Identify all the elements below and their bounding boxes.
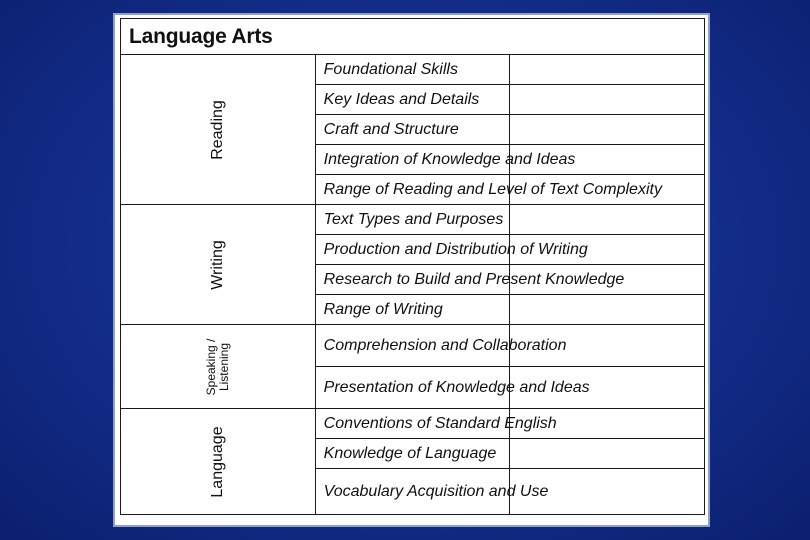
table-row [121, 55, 705, 85]
group-language [121, 409, 316, 515]
checkbox-cell[interactable] [510, 439, 705, 469]
standard-item: Comprehension and Collaboration [315, 325, 510, 367]
checkbox-cell[interactable] [510, 55, 705, 85]
standard-item: Text Types and Purposes [315, 205, 510, 235]
standard-item: Foundational Skills [315, 55, 510, 85]
table-row [121, 325, 705, 367]
checkbox-cell[interactable] [510, 205, 705, 235]
standard-item: Conventions of Standard English [315, 409, 510, 439]
checkbox-cell[interactable] [510, 295, 705, 325]
standard-item: Key Ideas and Details [315, 85, 510, 115]
table-title: Language Arts [121, 19, 705, 55]
table-row [121, 205, 705, 235]
standard-item: Range of Writing [315, 295, 510, 325]
group-writing [121, 205, 316, 325]
standard-item: Range of Reading and Level of Text Complexity [315, 175, 510, 205]
standard-item: Research to Build and Present Knowledge [315, 265, 510, 295]
standards-table [120, 18, 705, 515]
group-label: Speaking / Listening [203, 338, 231, 395]
standard-item: Craft and Structure [315, 115, 510, 145]
standard-item: Vocabulary Acquisition and Use [315, 469, 510, 515]
group-reading [121, 55, 316, 205]
group-label: Writing [208, 239, 226, 290]
standard-item: Presentation of Knowledge and Ideas [315, 367, 510, 409]
standard-item: Production and Distribution of Writing [315, 235, 510, 265]
document-sheet [113, 13, 710, 527]
table-row [121, 409, 705, 439]
standard-item: Knowledge of Language [315, 439, 510, 469]
standard-item: Integration of Knowledge and Ideas [315, 145, 510, 175]
group-label: Reading [208, 99, 226, 160]
group-speaking-listening [121, 325, 316, 409]
checkbox-cell[interactable] [510, 85, 705, 115]
checkbox-cell[interactable] [510, 115, 705, 145]
group-label: Language [208, 425, 226, 498]
